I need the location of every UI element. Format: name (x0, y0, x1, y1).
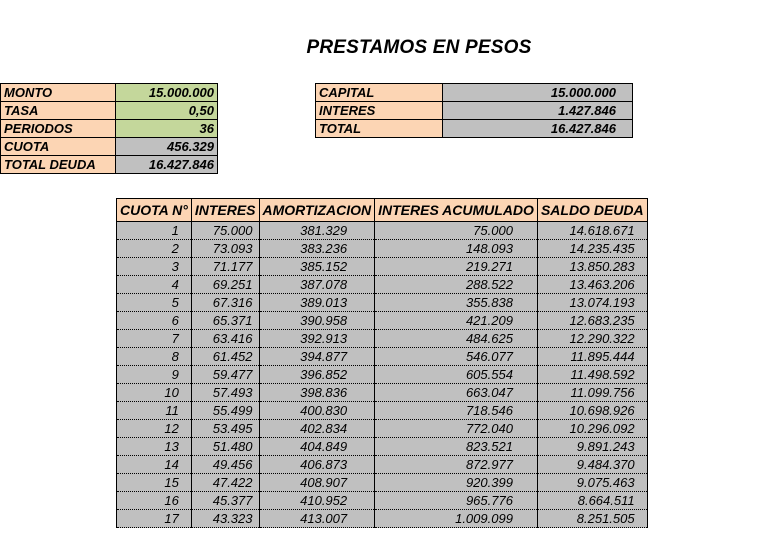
column-header: INTERES ACUMULADO (375, 199, 538, 222)
table-cell[interactable]: 12.683.235 (537, 312, 647, 330)
table-cell[interactable]: 67.316 (191, 294, 259, 312)
totals-label: CAPITAL (316, 84, 443, 102)
table-cell[interactable]: 71.177 (191, 258, 259, 276)
table-cell[interactable]: 12 (117, 420, 192, 438)
table-cell[interactable]: 2 (117, 240, 192, 258)
table-cell[interactable]: 965.776 (375, 492, 538, 510)
table-cell[interactable]: 383.236 (259, 240, 375, 258)
table-row (117, 312, 648, 330)
table-cell[interactable]: 45.377 (191, 492, 259, 510)
table-cell[interactable]: 10.698.926 (537, 402, 647, 420)
totals-value-cell[interactable]: 15.000.000 (443, 84, 633, 102)
totals-label: TOTAL (316, 120, 443, 138)
table-cell[interactable]: 920.399 (375, 474, 538, 492)
table-cell[interactable]: 49.456 (191, 456, 259, 474)
parameter-value-cell[interactable]: 36 (116, 120, 218, 138)
table-row (117, 294, 648, 312)
table-cell[interactable]: 402.834 (259, 420, 375, 438)
table-cell[interactable]: 55.499 (191, 402, 259, 420)
column-header: SALDO DEUDA (537, 199, 647, 222)
totals-row (316, 84, 633, 102)
table-cell[interactable]: 605.554 (375, 366, 538, 384)
table-cell[interactable]: 13.850.283 (537, 258, 647, 276)
table-row (117, 330, 648, 348)
amortization-header-row (117, 199, 648, 222)
table-cell[interactable]: 387.078 (259, 276, 375, 294)
table-cell[interactable]: 3 (117, 258, 192, 276)
table-row (117, 474, 648, 492)
totals-row (316, 102, 633, 120)
table-cell[interactable]: 389.013 (259, 294, 375, 312)
parameter-label: MONTO (1, 84, 116, 102)
table-cell[interactable]: 4 (117, 276, 192, 294)
table-row (117, 276, 648, 294)
table-cell[interactable]: 421.209 (375, 312, 538, 330)
table-cell[interactable]: 663.047 (375, 384, 538, 402)
table-cell[interactable]: 410.952 (259, 492, 375, 510)
table-cell[interactable]: 385.152 (259, 258, 375, 276)
table-cell[interactable]: 148.093 (375, 240, 538, 258)
table-cell[interactable]: 8.664.511 (537, 492, 647, 510)
table-cell[interactable]: 1.009.099 (375, 510, 538, 528)
table-cell[interactable]: 7 (117, 330, 192, 348)
table-cell[interactable]: 75.000 (375, 222, 538, 240)
table-cell[interactable]: 390.958 (259, 312, 375, 330)
table-cell[interactable]: 404.849 (259, 438, 375, 456)
table-cell[interactable]: 11.099.756 (537, 384, 647, 402)
table-row (117, 384, 648, 402)
table-cell[interactable]: 8 (117, 348, 192, 366)
table-cell[interactable]: 394.877 (259, 348, 375, 366)
table-row (117, 492, 648, 510)
table-cell[interactable]: 9 (117, 366, 192, 384)
table-row (117, 420, 648, 438)
parameter-row (1, 84, 218, 102)
table-cell[interactable]: 484.625 (375, 330, 538, 348)
table-cell[interactable]: 10 (117, 384, 192, 402)
table-cell[interactable]: 11 (117, 402, 192, 420)
table-cell[interactable]: 43.323 (191, 510, 259, 528)
table-row (117, 258, 648, 276)
table-cell[interactable]: 396.852 (259, 366, 375, 384)
table-cell[interactable]: 14.618.671 (537, 222, 647, 240)
parameter-row (1, 156, 218, 174)
table-cell[interactable]: 413.007 (259, 510, 375, 528)
table-cell[interactable]: 406.873 (259, 456, 375, 474)
table-cell[interactable]: 9.075.463 (537, 474, 647, 492)
table-cell[interactable]: 398.836 (259, 384, 375, 402)
column-header: INTERES (191, 199, 259, 222)
table-cell[interactable]: 219.271 (375, 258, 538, 276)
table-cell[interactable]: 13.074.193 (537, 294, 647, 312)
table-cell[interactable]: 14.235.435 (537, 240, 647, 258)
table-cell[interactable]: 16 (117, 492, 192, 510)
table-cell[interactable]: 73.093 (191, 240, 259, 258)
table-row (117, 402, 648, 420)
table-row (117, 240, 648, 258)
table-row (117, 366, 648, 384)
parameter-value-cell[interactable]: 16.427.846 (116, 156, 218, 174)
table-cell[interactable]: 772.040 (375, 420, 538, 438)
table-cell[interactable]: 69.251 (191, 276, 259, 294)
table-cell[interactable]: 12.290.322 (537, 330, 647, 348)
totals-label: INTERES (316, 102, 443, 120)
table-cell[interactable]: 381.329 (259, 222, 375, 240)
parameter-value-cell[interactable]: 15.000.000 (116, 84, 218, 102)
table-cell[interactable]: 13 (117, 438, 192, 456)
table-cell[interactable]: 14 (117, 456, 192, 474)
parameter-label: CUOTA (1, 138, 116, 156)
table-cell[interactable]: 15 (117, 474, 192, 492)
table-cell[interactable]: 53.495 (191, 420, 259, 438)
table-cell[interactable]: 47.422 (191, 474, 259, 492)
table-cell[interactable]: 392.913 (259, 330, 375, 348)
table-cell[interactable]: 11.895.444 (537, 348, 647, 366)
totals-value-cell[interactable]: 16.427.846 (443, 120, 633, 138)
table-cell[interactable]: 1 (117, 222, 192, 240)
parameter-label: TASA (1, 102, 116, 120)
column-header: CUOTA N° (117, 199, 192, 222)
table-cell[interactable]: 13.463.206 (537, 276, 647, 294)
table-cell[interactable]: 823.521 (375, 438, 538, 456)
table-cell[interactable]: 51.480 (191, 438, 259, 456)
amortization-table (116, 198, 648, 528)
table-cell[interactable]: 63.416 (191, 330, 259, 348)
parameter-row (1, 138, 218, 156)
table-cell[interactable]: 546.077 (375, 348, 538, 366)
table-cell[interactable]: 61.452 (191, 348, 259, 366)
parameter-value-cell[interactable]: 456.329 (116, 138, 218, 156)
sheet-title: PRESTAMOS EN PESOS (306, 37, 532, 58)
table-cell[interactable]: 57.493 (191, 384, 259, 402)
parameter-label: PERIODOS (1, 120, 116, 138)
parameter-label: TOTAL DEUDA (1, 156, 116, 174)
table-cell[interactable]: 59.477 (191, 366, 259, 384)
table-cell[interactable]: 65.371 (191, 312, 259, 330)
table-cell[interactable]: 75.000 (191, 222, 259, 240)
table-row (117, 348, 648, 366)
table-row (117, 222, 648, 240)
table-cell[interactable]: 11.498.592 (537, 366, 647, 384)
table-row (117, 510, 648, 528)
table-cell[interactable]: 10.296.092 (537, 420, 647, 438)
parameter-row (1, 102, 218, 120)
totals-value-cell[interactable]: 1.427.846 (443, 102, 633, 120)
table-cell[interactable]: 5 (117, 294, 192, 312)
table-cell[interactable]: 9.891.243 (537, 438, 647, 456)
table-cell[interactable]: 9.484.370 (537, 456, 647, 474)
table-row (117, 438, 648, 456)
loan-totals-table (315, 83, 633, 138)
table-row (117, 456, 648, 474)
table-cell[interactable]: 8.251.505 (537, 510, 647, 528)
totals-row (316, 120, 633, 138)
loan-parameters-table (0, 83, 218, 174)
column-header: AMORTIZACION (259, 199, 375, 222)
table-cell[interactable]: 288.522 (375, 276, 538, 294)
table-cell[interactable]: 6 (117, 312, 192, 330)
parameter-value-cell[interactable]: 0,50 (116, 102, 218, 120)
table-cell[interactable]: 408.907 (259, 474, 375, 492)
table-cell[interactable]: 718.546 (375, 402, 538, 420)
table-cell[interactable]: 17 (117, 510, 192, 528)
parameter-row (1, 120, 218, 138)
table-cell[interactable]: 400.830 (259, 402, 375, 420)
table-cell[interactable]: 872.977 (375, 456, 538, 474)
table-cell[interactable]: 355.838 (375, 294, 538, 312)
